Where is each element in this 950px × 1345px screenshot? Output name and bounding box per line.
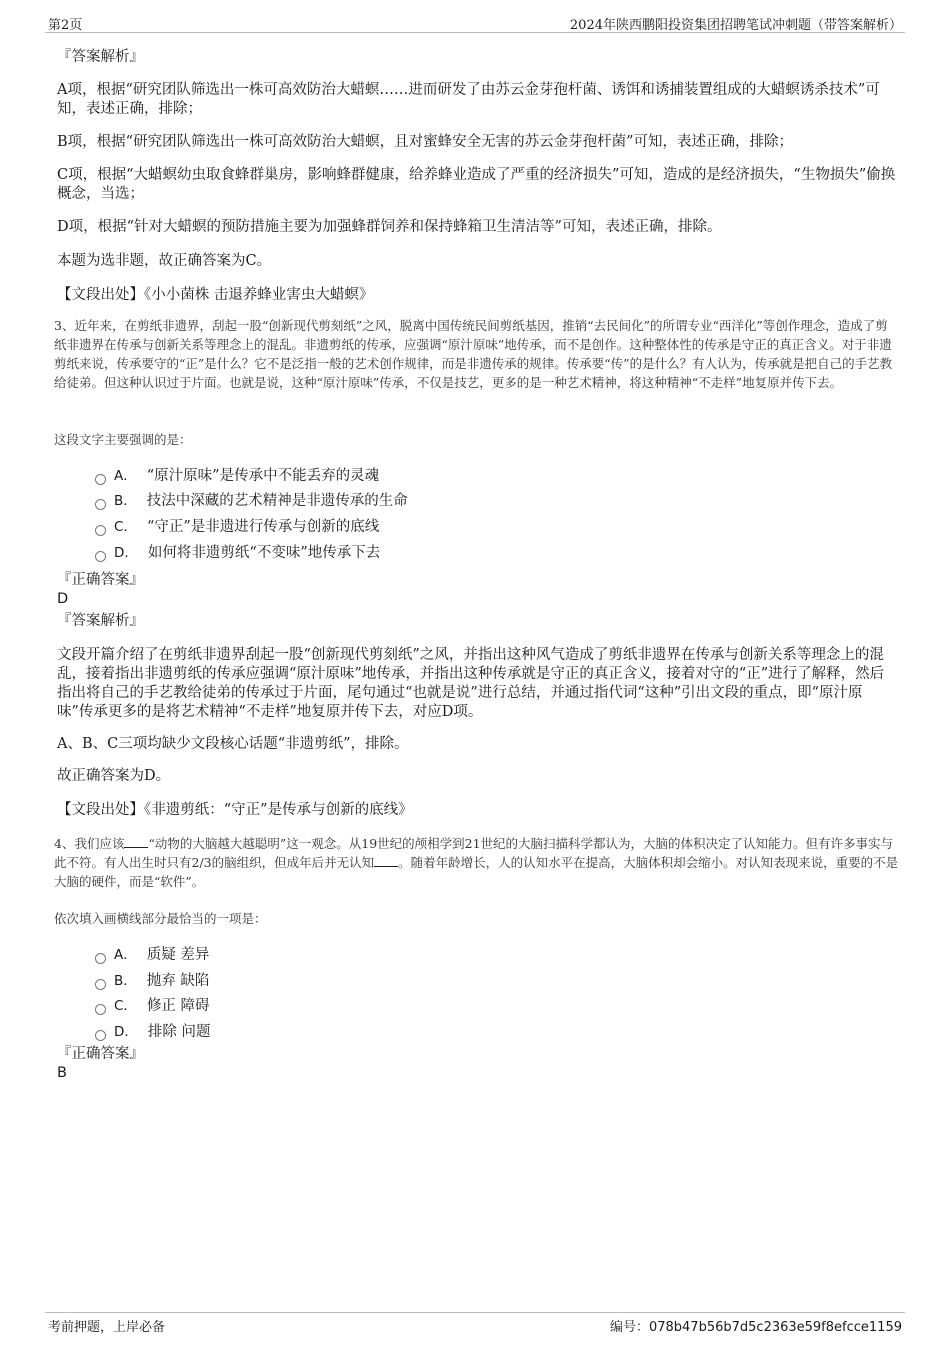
radio-icon[interactable]: [95, 551, 106, 562]
answer-conclusion: 故正确答案为D。: [57, 768, 171, 784]
analysis-option-d: D项，根据“针对大蜡螟的预防措施主要为加强蜂群饲养和保持蜂箱卫生清洁等”可知，表述正确，排除。: [57, 219, 722, 235]
question-stem: 3、近年来，在剪纸非遗界，刮起一股“创新现代剪刻纸”之风，脱离中国传统民间剪纸基因，推销“去民间化”的所谓专业“西洋化”等创作理念，造成了剪纸非遗界在传承与创新关系等理念上的混乱。非遗剪纸的传承，应强调“原汁原味”地传承，而不是创作。这种整体性的传承是守正的真正含义。对于非遗剪纸来说，传承要守的“正”是什么？它不是泛指一般的艺术创作规律，而是非遗传承的规律。传承要“传”的是什么？有人认为，传承就是把自己的手艺教给徒弟。但这种认识过于片面。也就是说，这种“原汁原味”传承，不仅是技艺，更多的是一种艺术精神，将这种精神“不走样”地复原并传下去。: [54, 318, 893, 390]
analysis-option-b: B项，根据“研究团队筛选出一株可高效防治大蜡螟，且对蜜蜂安全无害的苏云金芽孢杆菌”可知，表述正确，排除；: [57, 134, 793, 150]
radio-icon[interactable]: [95, 1004, 106, 1015]
option-c[interactable]: C． 修正 障碍: [95, 997, 210, 1015]
page-number: 第2页: [48, 18, 83, 33]
radio-icon[interactable]: [95, 499, 106, 510]
source-note: 【文段出处】《非遗剪纸：“守正”是传承与创新的底线》: [57, 802, 413, 818]
analysis-option-a: A项，根据“研究团队筛选出一株可高效防治大蜡螟……进而研发了由苏云金芽孢杆菌、诱饵和诱捕装置组成的大蜡螟诱杀技术”可知，表述正确，排除；: [57, 82, 880, 117]
fill-blank: [374, 854, 398, 867]
fill-blank: [124, 835, 148, 848]
option-d[interactable]: D． 排除 问题: [95, 1023, 211, 1041]
question-prompt: 这段文字主要强调的是：: [54, 432, 192, 447]
radio-icon[interactable]: [95, 979, 106, 990]
radio-icon[interactable]: [95, 1030, 106, 1041]
option-a[interactable]: A． 质疑 差异: [95, 946, 209, 964]
question-stem: 4、我们应该 “动物的大脑越大越聪明”这一观念。从19世纪的颅相学到21世纪的大脑扫描科学都认为，大脑的体积决定了认知能力。但有许多事实与此不符。有人出生时只有2/3的脑组织，但成年后并无认知 。随着年龄增长，人的认知水平在提高，大脑体积却会缩小。对认知表现来说，重要的不是大脑的硬件，而是“软件”。: [54, 836, 899, 889]
option-c[interactable]: C． “守正”是非遗进行传承与创新的底线: [95, 518, 379, 536]
analysis-label: 『答案解析』: [57, 613, 144, 629]
correct-answer: B: [57, 1065, 67, 1081]
document-code: 编号：078b47b56b7d5c2363e59f8efcce1159: [609, 1320, 902, 1335]
option-a[interactable]: A． “原汁原味”是传承中不能丢弃的灵魂: [95, 467, 379, 485]
correct-answer-label: 『正确答案』: [57, 572, 144, 588]
radio-icon[interactable]: [95, 525, 106, 536]
radio-icon[interactable]: [95, 474, 106, 485]
radio-icon[interactable]: [95, 953, 106, 964]
correct-answer-label: 『正确答案』: [57, 1046, 144, 1062]
correct-answer: D: [57, 591, 69, 607]
question-prompt: 依次填入画横线部分最恰当的一项是：: [54, 911, 267, 926]
page-footer: [45, 1312, 905, 1335]
source-note: 【文段出处】《小小菌株 击退养蜂业害虫大蜡螟》: [57, 287, 374, 303]
analysis-text: 文段开篇介绍了在剪纸非遗界刮起一股“创新现代剪刻纸”之风，并指出这种风气造成了剪纸非遗界在传承与创新关系等理念上的混乱，接着指出非遗剪纸的传承应强调“原汁原味”地传承，并指出这种传承就是守正的真正含义，接着对守的“正”进行了解释，然后指出将自己的手艺教给徒弟的传承过于片面，尾句通过“也就是说”进行总结，并通过指代词“这种”引出文段的重点，即“原汁原味”传承更多的是将艺术精神“不走样”地复原并传下去，对应D项。: [57, 647, 885, 720]
option-b[interactable]: B． 抛弃 缺陷: [95, 972, 209, 990]
analysis-exclusion: A、B、C三项均缺少文段核心话题“非遗剪纸”，排除。: [57, 736, 409, 752]
page-header: [45, 12, 905, 33]
footer-slogan: 考前押题，上岸必备: [48, 1320, 166, 1335]
document-title: 2024年陕西鹏阳投资集团招聘笔试冲刺题（带答案解析）: [569, 18, 902, 33]
analysis-label: 『答案解析』: [57, 49, 144, 65]
analysis-option-c: C项，根据“大蜡螟幼虫取食蜂群巢房，影响蜂群健康，给养蜂业造成了严重的经济损失”可知，造成的是经济损失，“生物损失”偷换概念，当选；: [57, 167, 896, 202]
option-b[interactable]: B． 技法中深藏的艺术精神是非遗传承的生命: [95, 492, 408, 510]
option-d[interactable]: D． 如何将非遗剪纸“不变味”地传承下去: [95, 544, 380, 562]
answer-conclusion: 本题为选非题，故正确答案为C。: [57, 253, 272, 269]
